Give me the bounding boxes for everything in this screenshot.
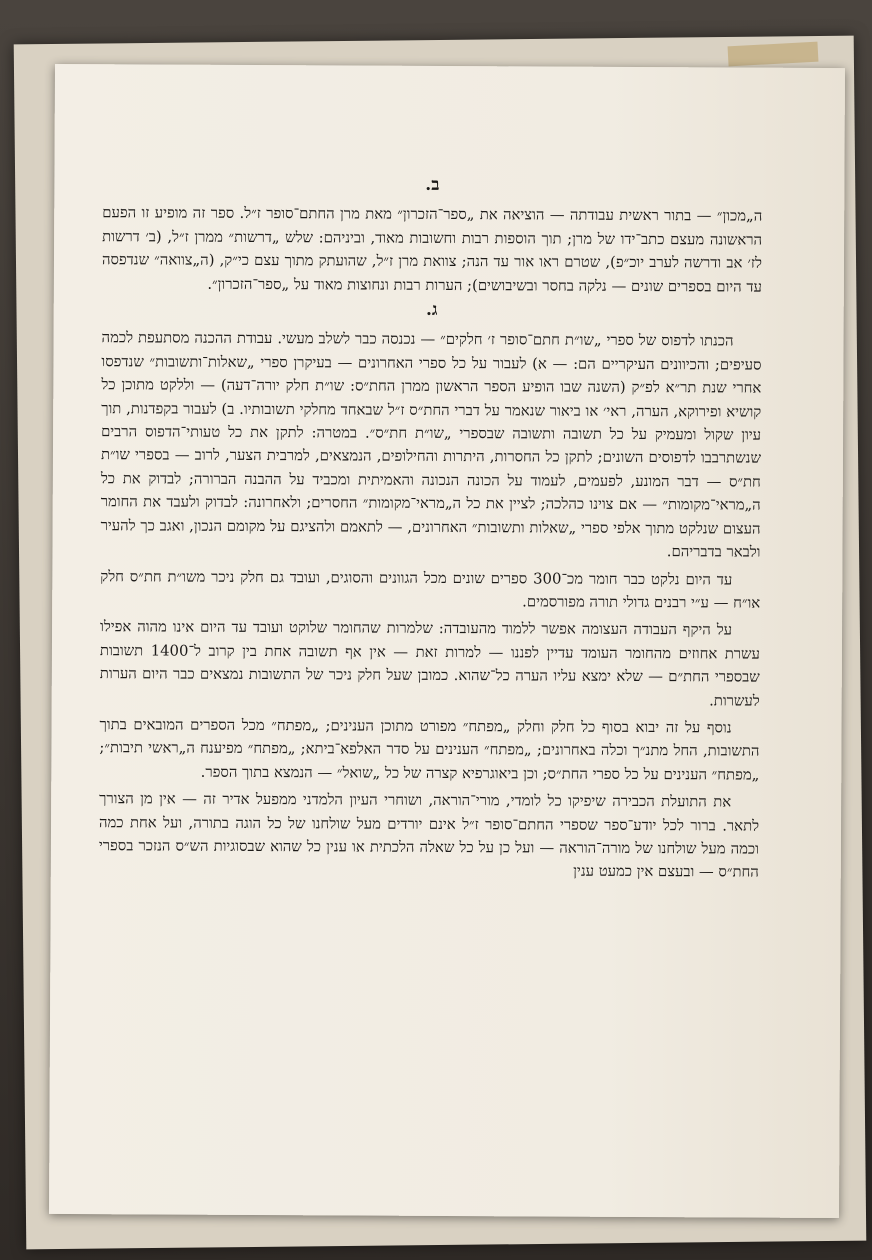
section-heading-gimel: ג. bbox=[425, 299, 438, 320]
paragraph: נוסף על זה יבוא בסוף כל חלק וחלק „מפתח״ מפורט מתוכן הענינים; „מפתח״ מכל הספרים המובאים בתוך התשובות, החל מתנ״ך וכלה באחרונים; „מפתח״ הענינים על סדר האלפא־ביתא; „מפתח״ מפיענח ה„ראשי תיבות״; „מפתח״ הענינים על כל ספרי החת״ס; וכן ביאוגרפיא קצרה של כל „שואל״ — הנמצא בתוך הספר. bbox=[99, 716, 760, 784]
document-page bbox=[49, 64, 845, 1218]
paragraph: הכנתו לדפוס של ספרי „שו״ת חתם־סופר ז׳ חלקים״ — נכנסה כבר לשלב מעשי. עבודת ההכנה מסתעפת לכמה סעיפים; והכיוונים העיקריים הם: — א) לעבור על כל ספרי האחרונים — בעיקרן ספרי „שאלות־ותשובות״ שנדפסו אחרי שנת תר״א לפ״ק (השנה שבו הופיע הספר הראשון ממרן החת״ס: שו״ת חלק יורה־דעה) — וללקט מתוכן כל קושיא ופירוקא, הערה, ראי׳ או ביאור שנאמר על דברי החת״ס ז״ל שבאחד מחלקי תשובותיו. ב) לעבור בקפדנות, תוך עיון שקול ומעמיק על כל תשובה ותשובה שבספרי „שו״ת חת״ס״. במטרה: לתקן את כל טעותי־הדפוס הרבים שנשתרבבו לדפוסים השונים; לתקן כל החסרות, היתרות והחילופים, הנמצאים, למרבית הצער, לרוב — בספרי שו״ת חת״ס — דבר המונע, לפעמים, לעמוד על הכונה הנכונה והאמיתית ומכביד על ההבנה הברורה; לבדוק את כל ה„מראי־מקומות״ — אם צוינו כהלכה; לציין את כל ה„מראי־מקומות״ החסרים; ולאחרונה: לבדוק ולעבד את החומר העצום שנלקט מתוך אלפי ספרי „שאלות ותשובות״ האחרונים, — לתאמם ולהציגם על מקומם הנכון, ואגב כך להעיר ולבאר בדבריהם. bbox=[100, 329, 762, 561]
paragraph: על היקף העבודה העצומה אפשר ללמוד מהעובדה: שלמרות שהחומר שלוקט ועובד עד היום אינו מהוה אפילו עשרת אחוזים מהחומר העומד עדיין לפננו — למרות זאת — אין אף תשובה אחת בין קרוב ל־1400 תשובות שבספרי החת״ם — שלא ימצא עליו הערה כל־שהוא. כמובן שעל חלק ניכר של התשובות נמצאים כבר היום הערות לעשרות. bbox=[99, 618, 760, 710]
paragraph: עד היום נלקט כבר חומר מכ־300 ספרים שונים מכל הגוונים והסוגים, ועובד גם חלק ניכר משו״ת חת״ס חלק או״ח — ע״י רבנים גדולי תורה מפורסמים. bbox=[100, 567, 761, 612]
paragraph: ה„מכון״ — בתור ראשית עבודתה — הוציאה את „ספר־הזכרון״ מאת מרן החתם־סופר ז״ל. ספר זה מופיע זו הפעם הראשונה מעצם כתב־ידו של מרן; תוך הוספות רבות וחשובות מאוד, וביניהם: שלש „דרשות״ ממרן ז״ל, (ב׳ דרשות לז׳ אב ודרשה לערב יוכ״פ), שטרם ראו אור עד הנה; צוואת מרן ז״ל, שהועתק מתוך עצם כי״ק, (ה„צוואה״ שנדפסה עד היום בספרים שונים — נלקה בחסר ובשיבושים); הערות רבות ונחוצות מאוד על „ספר־הזכרון״. bbox=[101, 204, 763, 296]
page-text bbox=[99, 172, 763, 884]
section-heading-bet: ב. bbox=[425, 174, 440, 195]
paragraph: את התועלת הכבירה שיפיקו כל לומדי, מורי־הוראה, ושוחרי העיון הלמדני ממפעל אדיר זה — אין מן הצורך לתאר. ברור לכל יודע־ספר שספרי החתם־סופר ז״ל אינם יורדים מעל שולחנו של כל הוגה בתורה, ועל אחת כמה וכמה מעל שולחנו של מורה־הוראה — ועל כן על כל שאלה הלכתית או ענין כל שהוא שבסוגיות הש״ס הנזכר בספרי החת״ס — ובעצם אין כמעט ענין bbox=[98, 790, 760, 882]
